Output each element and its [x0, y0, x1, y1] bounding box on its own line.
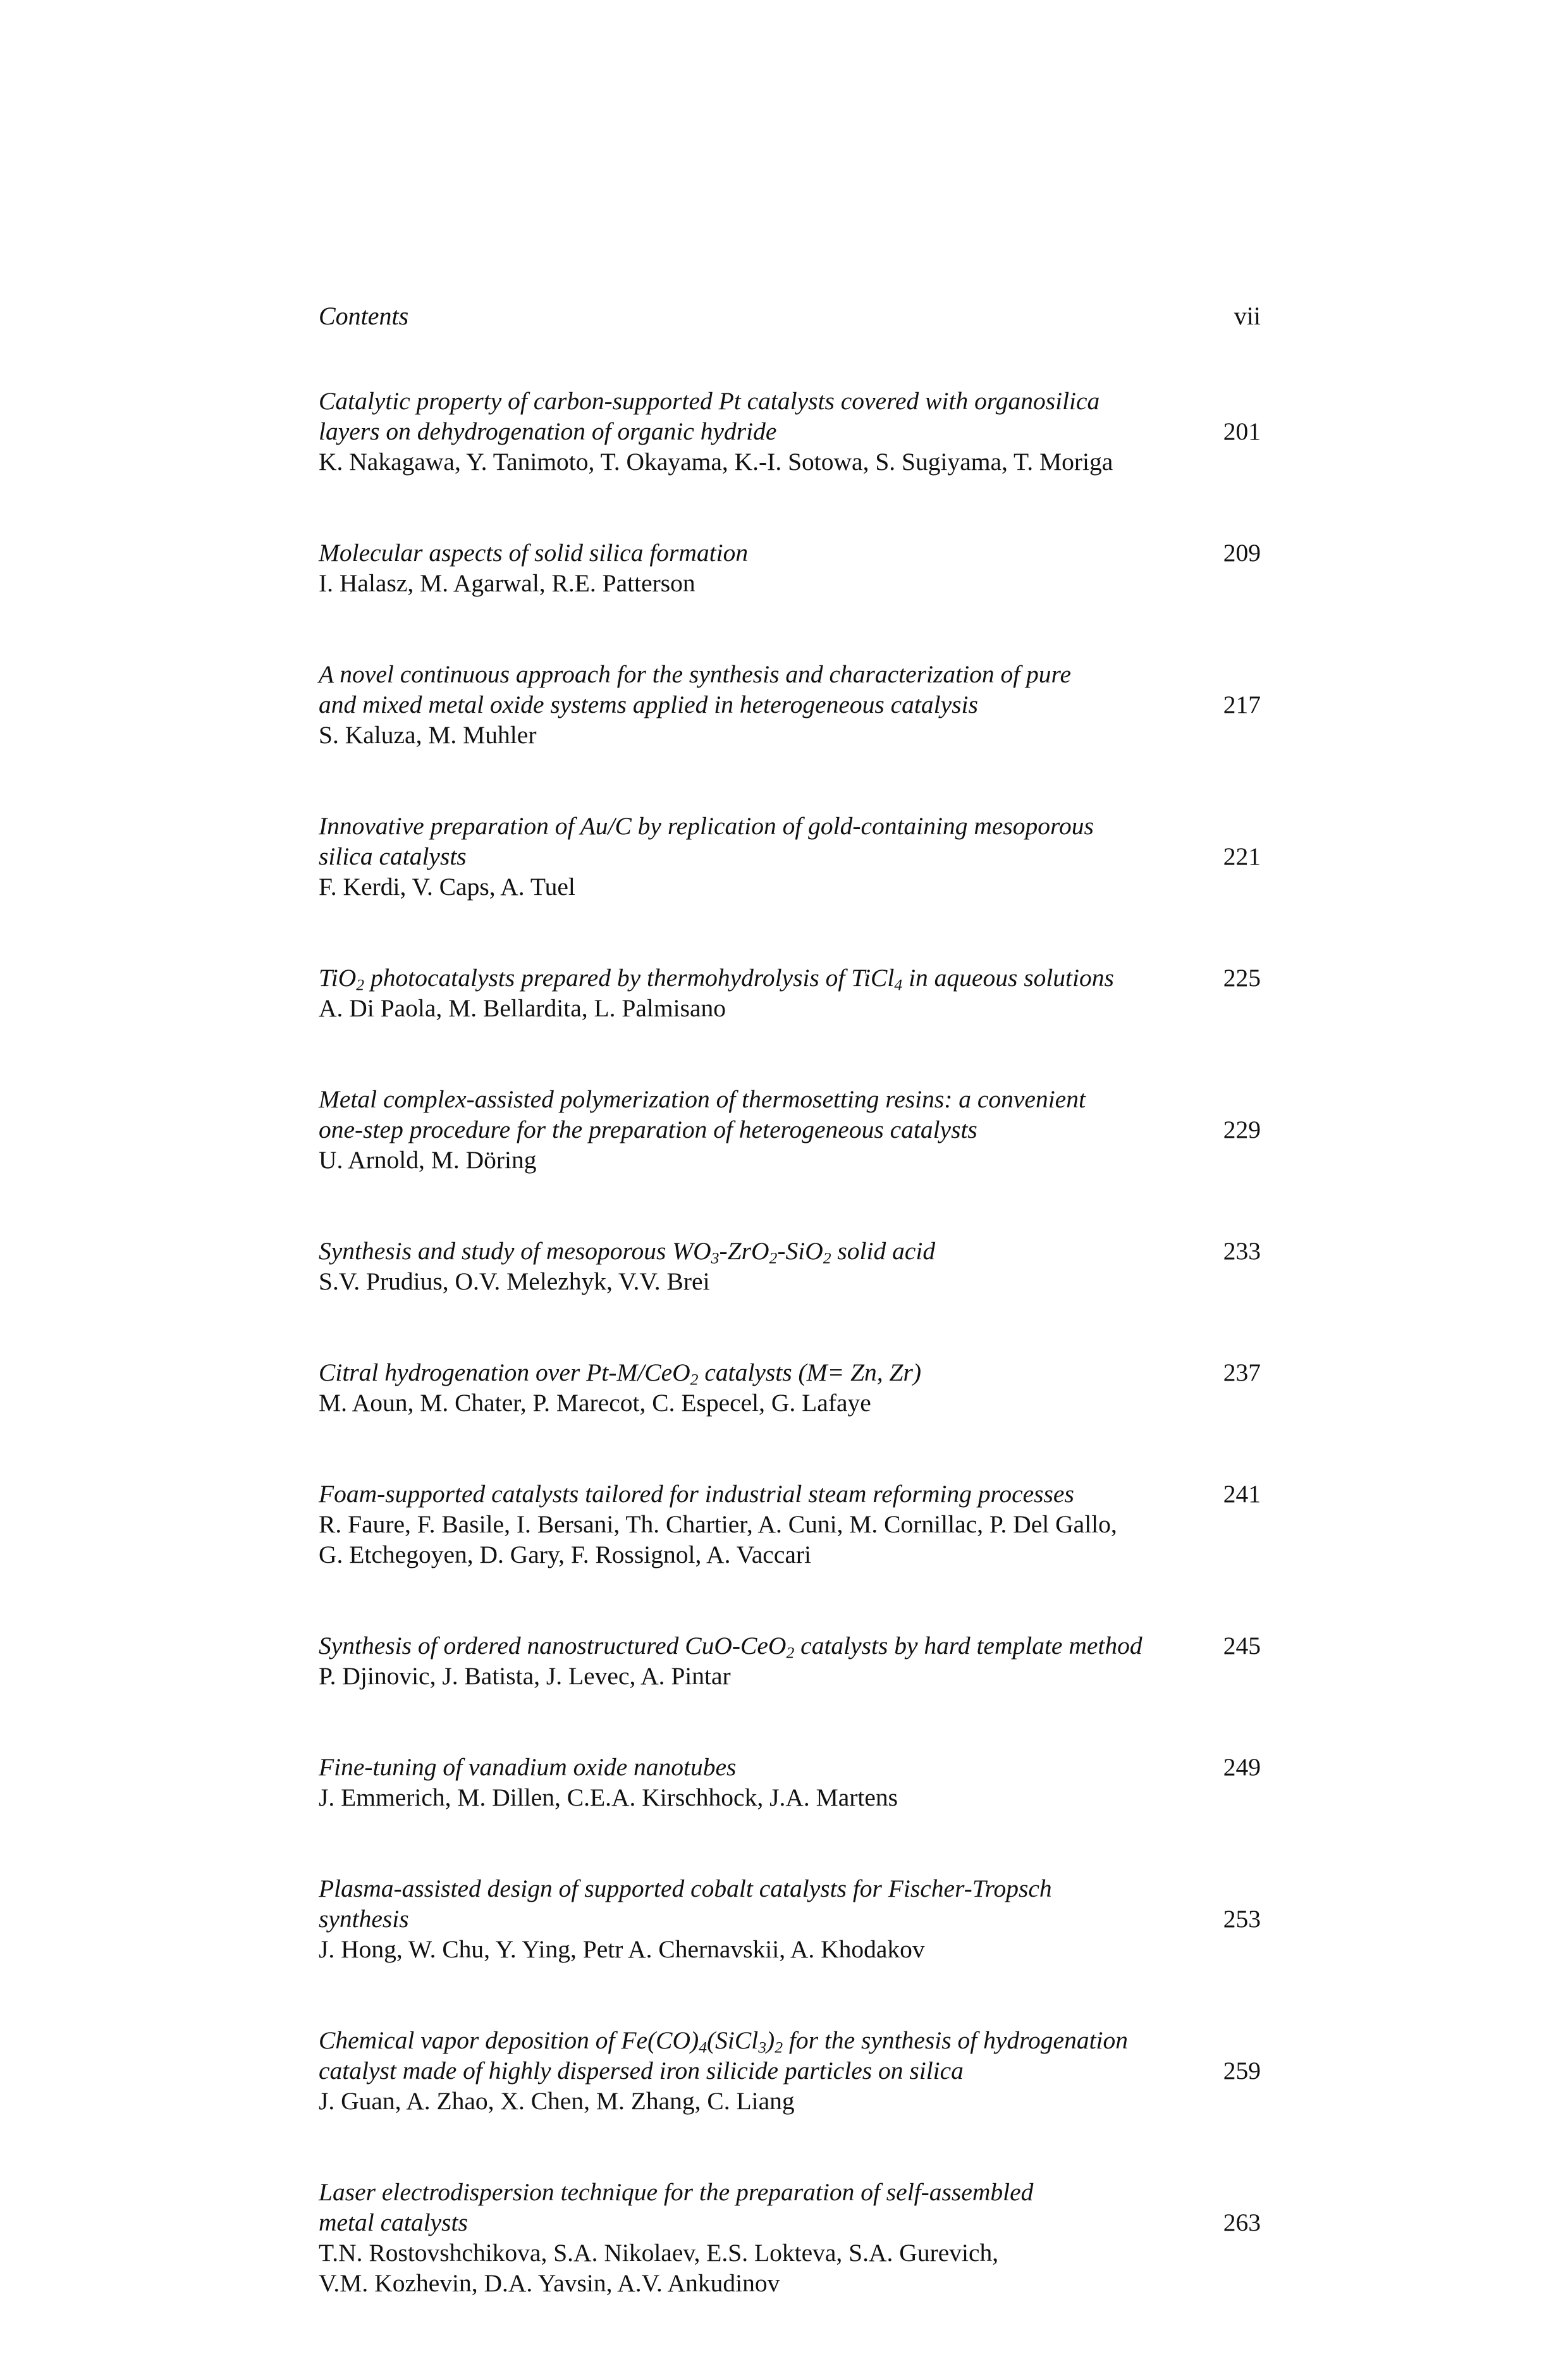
toc-entry-title: metal catalysts — [319, 2208, 468, 2236]
toc-entry-authors: I. Halasz, M. Agarwal, R.E. Patterson — [319, 569, 695, 597]
toc-entry-page-number: 209 — [1223, 539, 1261, 567]
toc-entry-page-number: 263 — [1223, 2208, 1261, 2236]
toc-entry-page-number: 249 — [1223, 1753, 1261, 1781]
toc-entry-title: Foam-supported catalysts tailored for industrial steam reforming processes — [319, 1480, 1074, 1508]
toc-list — [319, 386, 1261, 2298]
toc-entry-authors: A. Di Paola, M. Bellardita, L. Palmisano — [319, 994, 726, 1022]
toc-entry-page-number: 241 — [1223, 1480, 1261, 1508]
toc-entry-text — [319, 1873, 1199, 1964]
toc-entry-title: Laser electrodispersion technique for the preparation of self-assembled — [319, 2178, 1034, 2206]
toc-entry-text — [319, 963, 1199, 1023]
toc-entry-authors: J. Emmerich, M. Dillen, C.E.A. Kirschhock, J.A. Martens — [319, 1783, 898, 1811]
toc-entry-text — [319, 659, 1199, 750]
toc-entry-page-number: 233 — [1223, 1237, 1261, 1265]
toc-entry-text — [319, 1236, 1199, 1297]
toc-entry — [319, 538, 1261, 598]
toc-entry-page-number: 245 — [1223, 1632, 1261, 1660]
toc-entry-text — [319, 2177, 1199, 2298]
toc-entry-title: Synthesis and study of mesoporous $WO_3-ZrO_2-SiO_2$ solid acid — [319, 1237, 936, 1267]
toc-entry-page-number: 237 — [1223, 1358, 1261, 1386]
header-title: Contents — [319, 302, 409, 330]
toc-entry — [319, 1752, 1261, 1813]
toc-entry-authors: J. Hong, W. Chu, Y. Ying, Petr A. Chernavskii, A. Khodakov — [319, 1935, 925, 1963]
toc-entry-page-number: 225 — [1223, 964, 1261, 992]
toc-entry-title: Synthesis of ordered nanostructured CuO-CeO$_2$ catalysts by hard template method — [319, 1632, 1142, 1662]
header-page-number: vii — [1234, 302, 1261, 330]
toc-entry — [319, 659, 1261, 750]
toc-entry-text — [319, 1084, 1199, 1175]
toc-entry-authors: J. Guan, A. Zhao, X. Chen, M. Zhang, C. Liang — [319, 2087, 795, 2115]
toc-entry-page-number: 201 — [1223, 417, 1261, 445]
running-header — [319, 301, 1261, 331]
toc-entry-page-number: 253 — [1223, 1905, 1261, 1933]
toc-entry-authors: F. Kerdi, V. Caps, A. Tuel — [319, 873, 575, 901]
toc-entry — [319, 1630, 1261, 1691]
toc-entry-text — [319, 1479, 1199, 1570]
toc-entry-title: Plasma-assisted design of supported cobalt catalysts for Fischer-Tropsch — [319, 1875, 1052, 1902]
toc-entry — [319, 2177, 1261, 2298]
toc-entry — [319, 1084, 1261, 1175]
toc-entry-page-number: 229 — [1223, 1116, 1261, 1143]
toc-entry-authors: G. Etchegoyen, D. Gary, F. Rossignol, A. Vaccari — [319, 1541, 812, 1568]
toc-entry-authors: V.M. Kozhevin, D.A. Yavsin, A.V. Ankudinov — [319, 2269, 780, 2297]
toc-entry-title: catalyst made of highly dispersed iron silicide particles on silica — [319, 2057, 964, 2085]
toc-entry-title: layers on dehydrogenation of organic hydride — [319, 417, 777, 445]
toc-entry — [319, 1236, 1261, 1297]
toc-entry-title: TiO$_2$ photocatalysts prepared by thermohydrolysis of TiCl$_4$ in aqueous solutions — [319, 964, 1114, 994]
toc-entry-authors: U. Arnold, M. Döring — [319, 1146, 537, 1174]
toc-entry-title: silica catalysts — [319, 842, 467, 870]
toc-entry-authors: P. Djinovic, J. Batista, J. Levec, A. Pintar — [319, 1662, 731, 1690]
toc-entry — [319, 963, 1261, 1023]
toc-entry-text — [319, 1357, 1199, 1418]
toc-entry-title: Molecular aspects of solid silica formation — [319, 539, 749, 567]
toc-entry-title: A novel continuous approach for the synthesis and characterization of pure — [319, 660, 1071, 688]
toc-entry — [319, 1873, 1261, 1964]
toc-entry-title: Innovative preparation of Au/C by replication of gold-containing mesoporous — [319, 812, 1094, 840]
toc-entry-text — [319, 2025, 1199, 2116]
toc-entry-page-number: 259 — [1223, 2057, 1261, 2085]
toc-entry-title: Citral hydrogenation over Pt-M/CeO$_2$ catalysts (M= Zn, Zr) — [319, 1358, 922, 1389]
toc-entry-text — [319, 1630, 1199, 1691]
toc-entry-title: and mixed metal oxide systems applied in heterogeneous catalysis — [319, 691, 978, 718]
toc-entry — [319, 1357, 1261, 1418]
toc-entry-page-number: 217 — [1223, 691, 1261, 718]
toc-entry-title: Metal complex-assisted polymerization of thermosetting resins: a convenient — [319, 1085, 1086, 1113]
toc-entry-text — [319, 811, 1199, 902]
toc-entry-authors: T.N. Rostovshchikova, S.A. Nikolaev, E.S. Lokteva, S.A. Gurevich, — [319, 2239, 999, 2267]
toc-entry — [319, 1479, 1261, 1570]
toc-entry-title: synthesis — [319, 1905, 409, 1933]
toc-entry-text — [319, 386, 1199, 477]
toc-entry — [319, 386, 1261, 477]
toc-entry-text — [319, 538, 1199, 598]
toc-entry-authors: K. Nakagawa, Y. Tanimoto, T. Okayama, K.-I. Sotowa, S. Sugiyama, T. Moriga — [319, 448, 1113, 476]
toc-entry-title: one-step procedure for the preparation of heterogeneous catalysts — [319, 1116, 977, 1143]
toc-entry-authors: R. Faure, F. Basile, I. Bersani, Th. Chartier, A. Cuni, M. Cornillac, P. Del Gallo, — [319, 1510, 1117, 1538]
toc-entry-title: Chemical vapor deposition of $Fe(CO)_4(SiCl_3)_2$ for the synthesis of hydrogenation — [319, 2026, 1129, 2057]
toc-entry — [319, 2025, 1261, 2116]
toc-entry-text — [319, 1752, 1199, 1813]
toc-entry-authors: S.V. Prudius, O.V. Melezhyk, V.V. Brei — [319, 1267, 710, 1295]
toc-entry — [319, 811, 1261, 902]
toc-entry-title: Catalytic property of carbon-supported Pt catalysts covered with organosilica — [319, 387, 1100, 415]
contents-page — [319, 301, 1261, 2359]
toc-entry-authors: S. Kaluza, M. Muhler — [319, 721, 537, 749]
toc-entry-page-number: 221 — [1223, 842, 1261, 870]
toc-entry-title: Fine-tuning of vanadium oxide nanotubes — [319, 1753, 737, 1781]
toc-entry-authors: M. Aoun, M. Chater, P. Marecot, C. Especel, G. Lafaye — [319, 1389, 871, 1417]
